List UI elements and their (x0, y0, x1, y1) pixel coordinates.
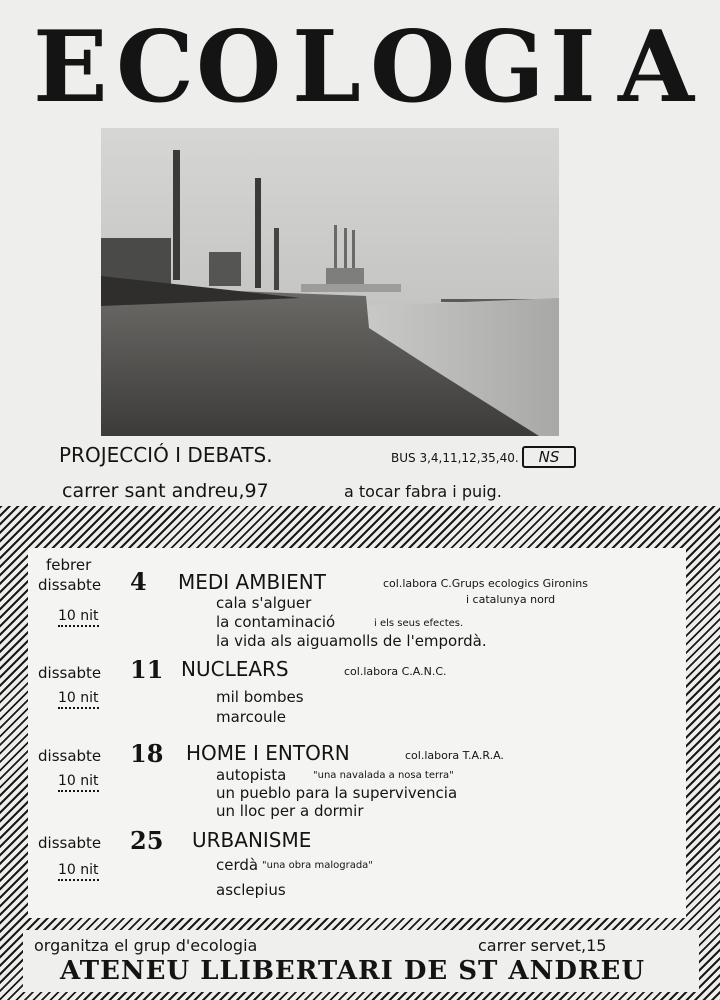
bus-badge (522, 446, 576, 468)
day-number: 18 (130, 739, 164, 768)
title-letter: G (461, 10, 545, 125)
day-number: 11 (130, 655, 164, 684)
bus-info: BUS 3,4,11,12,35,40. (391, 451, 519, 465)
power-station (326, 268, 364, 286)
session-item: la vida als aiguamolls de l'empordà. (216, 632, 487, 650)
title-letter: C (116, 10, 194, 125)
low-building (301, 284, 401, 292)
bus-badge-label: NS (538, 448, 560, 466)
session-theme: HOME I ENTORN (186, 741, 350, 765)
footer-organizer: organitza el grup d'ecologia (34, 936, 258, 955)
session-theme: URBANISME (192, 828, 312, 852)
title-letter: O (370, 10, 456, 125)
address-line: carrer sant andreu,97 (62, 480, 269, 502)
footer-name: ATENEU LLIBERTARI DE ST ANDREU (60, 956, 645, 986)
session-collab-2: i catalunya nord (466, 593, 556, 606)
session-item: la contaminació (216, 613, 336, 631)
session-item: marcoule (216, 708, 286, 726)
day-label: dissabte (38, 664, 102, 682)
month-label: febrer (46, 556, 92, 574)
address-note: a tocar fabra i puig. (344, 482, 502, 501)
session-item-note: i els seus efectes. (374, 618, 464, 629)
chimney (255, 178, 261, 288)
day-number: 25 (130, 826, 164, 855)
session-item-note: "una obra malograda" (262, 860, 373, 871)
day-label: dissabte (38, 747, 102, 765)
day-label: dissabte (38, 834, 102, 852)
session-item-note: "una navalada a nosa terra" (313, 770, 454, 781)
session-item: cala s'alguer (216, 594, 312, 612)
session-item: cerdà (216, 856, 259, 874)
title-letter: L (292, 10, 361, 125)
chimney (352, 230, 355, 273)
session-item: asclepius (216, 881, 286, 899)
session-collab: col.labora C.Grups ecologics Gironins (383, 577, 588, 590)
session-item: autopista (216, 766, 287, 784)
footer-address: carrer servet,15 (478, 936, 607, 955)
session-collab: col.labora T.A.R.A. (405, 749, 504, 762)
factory-building (209, 252, 241, 286)
chimney (274, 228, 279, 290)
session-item: mil bombes (216, 688, 304, 706)
photo-drawing (101, 128, 559, 436)
day-label: dissabte (38, 576, 102, 594)
subtitle: PROJECCIÓ I DEBATS. (59, 443, 273, 467)
day-number: 4 (130, 567, 147, 596)
session-item: un pueblo para la supervivencia (216, 784, 458, 802)
chimney (344, 228, 347, 273)
session-time: 10 nit (58, 690, 99, 709)
chimney (173, 150, 180, 280)
session-theme: NUCLEARS (181, 657, 289, 681)
title-letter: A (618, 10, 695, 125)
session-item: un lloc per a dormir (216, 802, 364, 820)
chimney (334, 225, 337, 273)
session-time: 10 nit (58, 862, 99, 881)
session-theme: MEDI AMBIENT (178, 570, 326, 594)
industrial-shoreline-photo (101, 128, 559, 436)
title-letter: O (196, 10, 282, 125)
session-collab: col.labora C.A.N.C. (344, 665, 447, 678)
session-time: 10 nit (58, 608, 99, 627)
title-letter: E (33, 10, 108, 125)
poster-title (0, 10, 720, 125)
title-letter: I (550, 10, 596, 125)
session-time: 10 nit (58, 773, 99, 792)
